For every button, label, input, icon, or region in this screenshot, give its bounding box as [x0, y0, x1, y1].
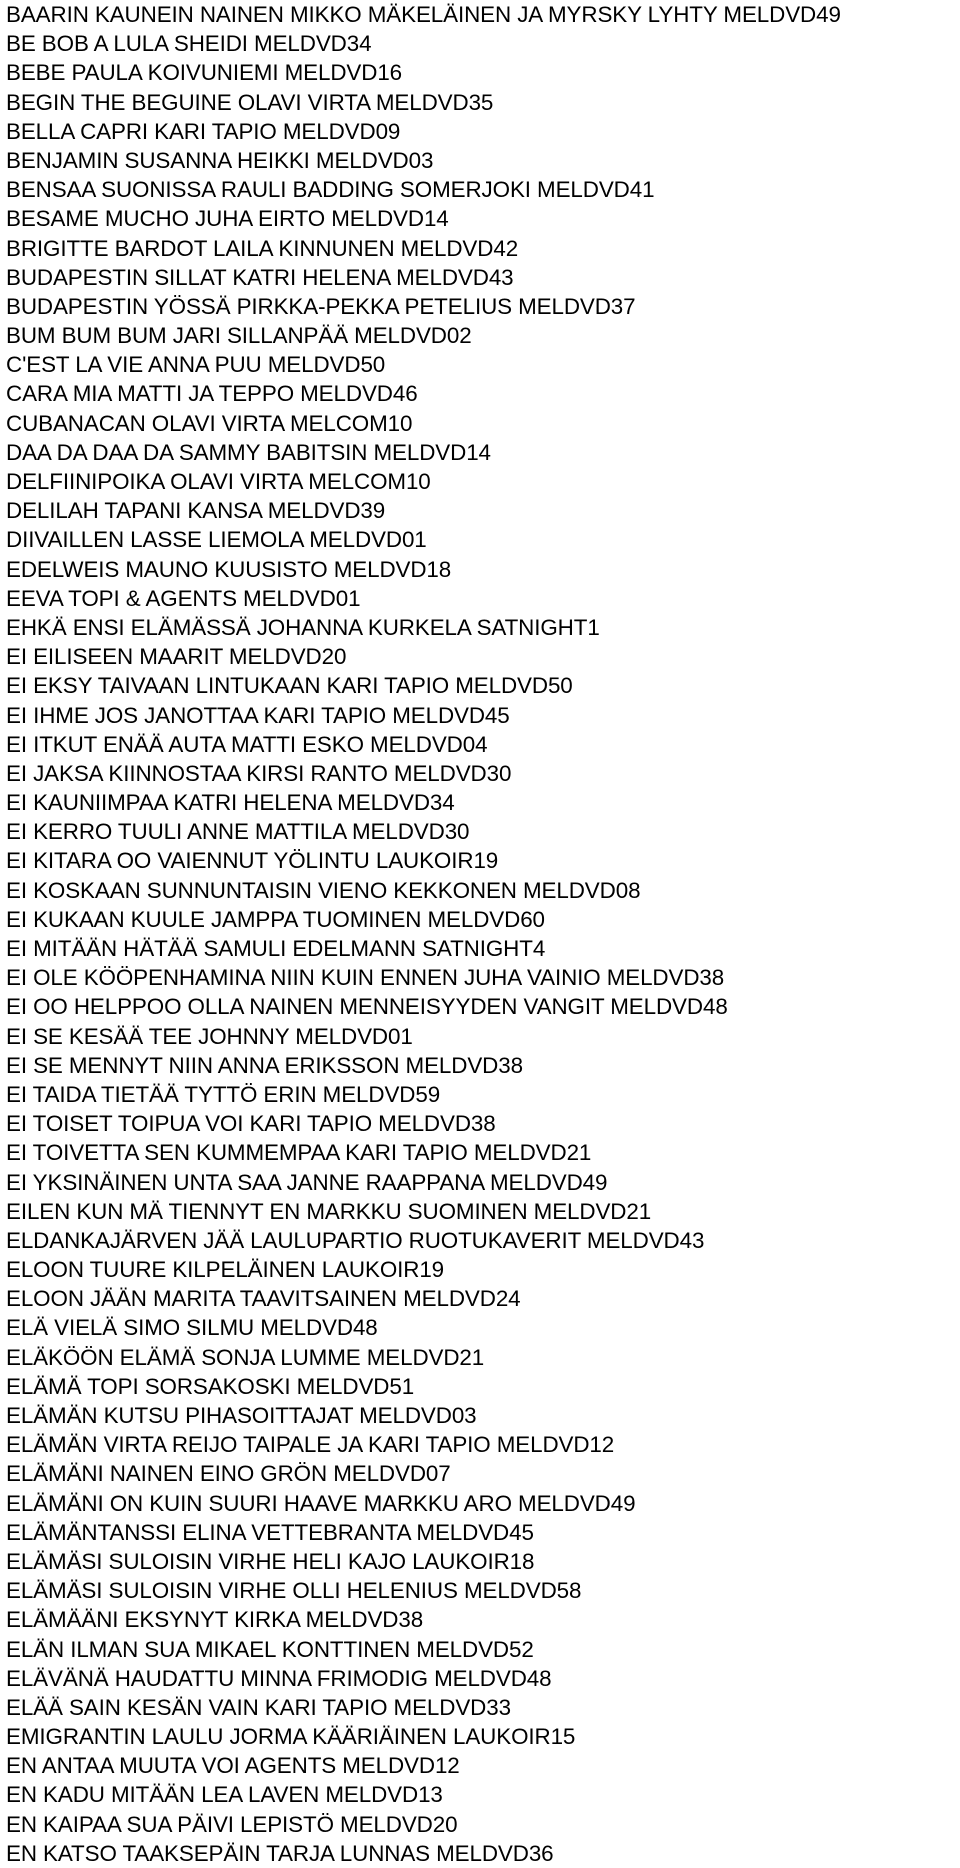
song-list-item: EI SE KESÄÄ TEE JOHNNY MELDVD01	[6, 1023, 413, 1049]
song-list-item: EEVA TOPI & AGENTS MELDVD01	[6, 585, 361, 611]
song-list-item: EI KUKAAN KUULE JAMPPA TUOMINEN MELDVD60	[6, 906, 545, 932]
song-list-item: EI EILISEEN MAARIT MELDVD20	[6, 644, 347, 670]
song-list-item: EN ANTAA MUUTA VOI AGENTS MELDVD12	[6, 1753, 460, 1779]
song-list-item: ELOON TUURE KILPELÄINEN LAUKOIR19	[6, 1257, 445, 1283]
song-list-item: ELÄMÄNI NAINEN EINO GRÖN MELDVD07	[6, 1461, 451, 1487]
song-list-item: ELDANKAJÄRVEN JÄÄ LAULUPARTIO RUOTUKAVERIT MELDVD43	[6, 1227, 705, 1253]
song-list-item: BRIGITTE BARDOT LAILA KINNUNEN MELDVD42	[6, 235, 519, 261]
song-list-item: BENJAMIN SUSANNA HEIKKI MELDVD03	[6, 147, 434, 173]
song-list-item: EN KADU MITÄÄN LEA LAVEN MELDVD13	[6, 1782, 443, 1808]
song-list-item: CUBANACAN OLAVI VIRTA MELCOM10	[6, 410, 413, 436]
song-list-item: BESAME MUCHO JUHA EIRTO MELDVD14	[6, 206, 449, 232]
song-list-item: ELÄ VIELÄ SIMO SILMU MELDVD48	[6, 1315, 378, 1341]
song-list-item: EI YKSINÄINEN UNTA SAA JANNE RAAPPANA MELDVD49	[6, 1169, 608, 1195]
song-list-item: EI ITKUT ENÄÄ AUTA MATTI ESKO MELDVD04	[6, 731, 488, 757]
song-list-item: BEGIN THE BEGUINE OLAVI VIRTA MELDVD35	[6, 89, 494, 115]
song-list-item: C'EST LA VIE ANNA PUU MELDVD50	[6, 352, 386, 378]
song-list-item: ELÄMÄNTANSSI ELINA VETTEBRANTA MELDVD45	[6, 1519, 534, 1545]
song-list-item: ELÄMÄSI SULOISIN VIRHE OLLI HELENIUS MELDVD58	[6, 1578, 582, 1604]
song-list-item: EI KAUNIIMPAA KATRI HELENA MELDVD34	[6, 790, 455, 816]
song-list-item: EDELWEIS MAUNO KUUSISTO MELDVD18	[6, 556, 452, 582]
song-list-item: EI JAKSA KIINNOSTAA KIRSI RANTO MELDVD30	[6, 760, 512, 786]
song-list-item: BELLA CAPRI KARI TAPIO MELDVD09	[6, 118, 401, 144]
song-list-item: BEBE PAULA KOIVUNIEMI MELDVD16	[6, 60, 403, 86]
song-list-item: DELFIINIPOIKA OLAVI VIRTA MELCOM10	[6, 469, 431, 494]
song-list-item: ELÄMÄÄNI EKSYNYT KIRKA MELDVD38	[6, 1607, 424, 1633]
song-list-item: EI KOSKAAN SUNNUNTAISIN VIENO KEKKONEN MELDVD08	[6, 877, 641, 903]
song-list-item: ELÄVÄNÄ HAUDATTU MINNA FRIMODIG MELDVD48	[6, 1665, 552, 1691]
song-list-item: ELÄN ILMAN SUA MIKAEL KONTTINEN MELDVD52	[6, 1636, 534, 1662]
song-list-item: ELÄMÄN VIRTA REIJO TAIPALE JA KARI TAPIO MELDVD12	[6, 1432, 615, 1458]
song-list-item: BENSAA SUONISSA RAULI BADDING SOMERJOKI MELDVD41	[6, 177, 655, 203]
song-list-item: ELÄÄ SAIN KESÄN VAIN KARI TAPIO MELDVD33	[6, 1694, 511, 1720]
song-list-item: BUDAPESTIN SILLAT KATRI HELENA MELDVD43	[6, 264, 514, 290]
song-list-item: ELOON JÄÄN MARITA TAAVITSAINEN MELDVD24	[6, 1286, 521, 1312]
song-list	[6, 0, 956, 1868]
song-list-item: EI KERRO TUULI ANNE MATTILA MELDVD30	[6, 819, 470, 845]
song-list-item: EI MITÄÄN HÄTÄÄ SAMULI EDELMANN SATNIGHT4	[6, 936, 546, 961]
song-list-item: EI OLE KÖÖPENHAMINA NIIN KUIN ENNEN JUHA VAINIO MELDVD38	[6, 965, 725, 991]
song-list-item: EI OO HELPPOO OLLA NAINEN MENNEISYYDEN VANGIT MELDVD48	[6, 994, 728, 1020]
song-list-item: EHKÄ ENSI ELÄMÄSSÄ JOHANNA KURKELA SATNIGHT1	[6, 614, 600, 640]
song-list-item: EI TAIDA TIETÄÄ TYTTÖ ERIN MELDVD59	[6, 1081, 441, 1107]
song-list-item: CARA MIA MATTI JA TEPPO MELDVD46	[6, 381, 418, 407]
song-list-item: DAA DA DAA DA SAMMY BABITSIN MELDVD14	[6, 439, 491, 465]
song-list-item: EI SE MENNYT NIIN ANNA ERIKSSON MELDVD38	[6, 1052, 523, 1078]
song-list-item: EI IHME JOS JANOTTAA KARI TAPIO MELDVD45	[6, 702, 510, 728]
song-list-item: EI EKSY TAIVAAN LINTUKAAN KARI TAPIO MELDVD50	[6, 673, 573, 699]
song-list-item: ELÄMÄN KUTSU PIHASOITTAJAT MELDVD03	[6, 1403, 477, 1428]
song-list-item: ELÄKÖÖN ELÄMÄ SONJA LUMME MELDVD21	[6, 1344, 485, 1370]
song-list-item: BUDAPESTIN YÖSSÄ PIRKKA-PEKKA PETELIUS MELDVD37	[6, 293, 636, 319]
song-list-item: EMIGRANTIN LAULU JORMA KÄÄRIÄINEN LAUKOIR15	[6, 1724, 576, 1750]
song-list-item: EI TOIVETTA SEN KUMMEMPAA KARI TAPIO MELDVD21	[6, 1140, 592, 1166]
song-list-item: BAARIN KAUNEIN NAINEN MIKKO MÄKELÄINEN JA MYRSKY LYHTY MELDVD49	[6, 2, 841, 27]
song-list-item: ELÄMÄNI ON KUIN SUURI HAAVE MARKKU ARO MELDVD49	[6, 1490, 636, 1516]
song-list-item: EILEN KUN MÄ TIENNYT EN MARKKU SUOMINEN MELDVD21	[6, 1198, 652, 1224]
song-list-item: BE BOB A LULA SHEIDI MELDVD34	[6, 31, 372, 57]
song-list-item: EI TOISET TOIPUA VOI KARI TAPIO MELDVD38	[6, 1111, 496, 1137]
song-list-item: EN KATSO TAAKSEPÄIN TARJA LUNNAS MELDVD36	[6, 1840, 554, 1866]
song-list-item: DELILAH TAPANI KANSA MELDVD39	[6, 498, 386, 524]
song-list-item: BUM BUM BUM JARI SILLANPÄÄ MELDVD02	[6, 323, 472, 349]
song-list-item: ELÄMÄ TOPI SORSAKOSKI MELDVD51	[6, 1373, 415, 1399]
song-list-item: ELÄMÄSI SULOISIN VIRHE HELI KAJO LAUKOIR18	[6, 1548, 535, 1574]
song-list-item: DIIVAILLEN LASSE LIEMOLA MELDVD01	[6, 527, 427, 553]
song-list-item: EI KITARA OO VAIENNUT YÖLINTU LAUKOIR19	[6, 848, 499, 874]
song-list-item: EN KAIPAA SUA PÄIVI LEPISTÖ MELDVD20	[6, 1811, 458, 1837]
